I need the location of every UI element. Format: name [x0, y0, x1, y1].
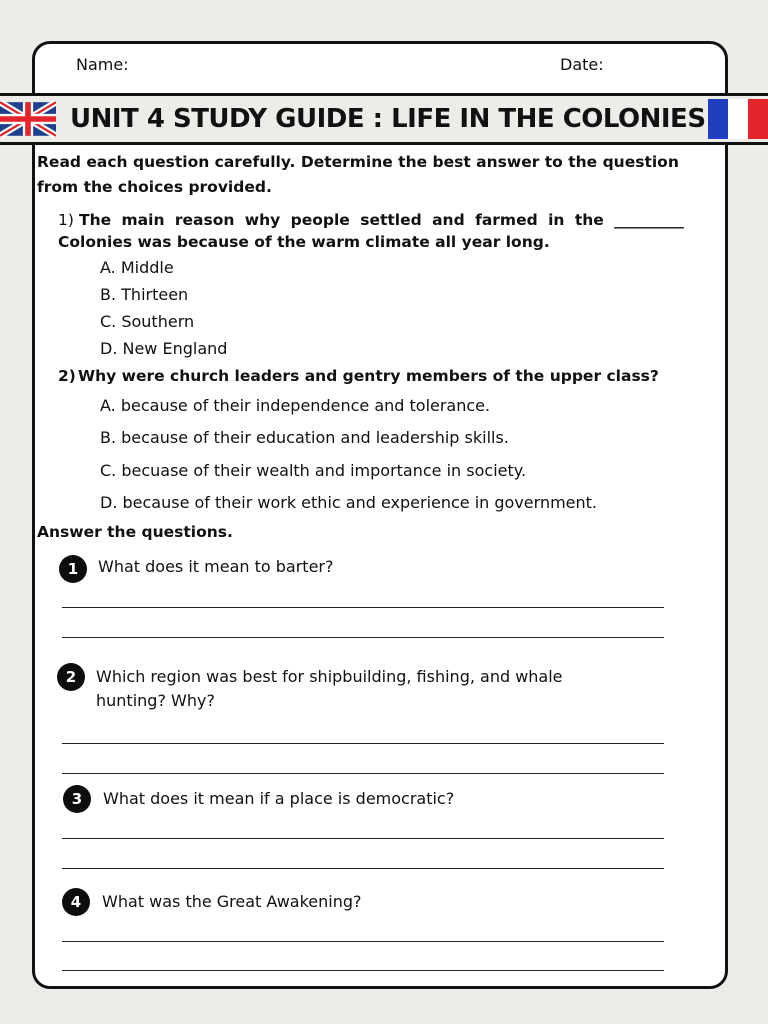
mc-question-2-option-c[interactable]: C. becuase of their wealth and importance in society. [100, 461, 527, 480]
instructions-line-2: from the choices provided. [37, 178, 272, 196]
short-question-4-text: What was the Great Awakening? [102, 892, 362, 911]
mc-question-1-text-line-1: The main reason why people settled and farmed in the _________ [79, 211, 684, 229]
answer-line[interactable] [62, 838, 664, 839]
short-question-3-text: What does it mean if a place is democratic? [103, 789, 455, 808]
answer-line[interactable] [62, 743, 664, 744]
mc-question-2-option-b[interactable]: B. because of their education and leadership skills. [100, 428, 509, 447]
question-4-number-badge: 4 [62, 888, 90, 916]
mc-question-2-option-d[interactable]: D. because of their work ethic and experience in government. [100, 493, 598, 512]
answer-line[interactable] [62, 970, 664, 971]
instructions-line-1: Read each question carefully. Determine the best answer to the question [37, 153, 679, 171]
answer-line[interactable] [62, 773, 664, 774]
question-1-number-badge: 1 [59, 555, 87, 583]
mc-question-1-option-b[interactable]: B. Thirteen [100, 285, 189, 304]
answer-line[interactable] [62, 868, 664, 869]
mc-question-1-text-line-2: Colonies was because of the warm climate all year long. [58, 233, 550, 251]
mc-question-1-option-d[interactable]: D. New England [100, 339, 228, 358]
date-label: Date: [560, 55, 604, 74]
france-flag-icon [708, 99, 768, 139]
page-title: UNIT 4 STUDY GUIDE : LIFE IN THE COLONIES [70, 104, 706, 134]
answer-line[interactable] [62, 637, 664, 638]
short-question-2-text-line-1: Which region was best for shipbuilding, fishing, and whale [96, 667, 563, 686]
question-3-number-badge: 3 [63, 785, 91, 813]
mc-question-2-option-a[interactable]: A. because of their independence and tolerance. [100, 396, 491, 415]
mc-question-2-text: Why were church leaders and gentry members of the upper class? [78, 367, 659, 385]
question-2-number-badge: 2 [57, 663, 85, 691]
mc-question-2-number: 2) [58, 367, 76, 385]
short-question-2-text-line-2: hunting? Why? [96, 691, 215, 710]
mc-question-1-number: 1) [58, 211, 74, 229]
answer-line[interactable] [62, 607, 664, 608]
uk-flag-icon [0, 101, 56, 137]
short-question-1-text: What does it mean to barter? [98, 557, 334, 576]
mc-question-1-option-c[interactable]: C. Southern [100, 312, 195, 331]
answer-line[interactable] [62, 941, 664, 942]
name-label: Name: [76, 55, 129, 74]
mc-question-1-option-a[interactable]: A. Middle [100, 258, 174, 277]
short-answer-heading: Answer the questions. [37, 523, 233, 541]
